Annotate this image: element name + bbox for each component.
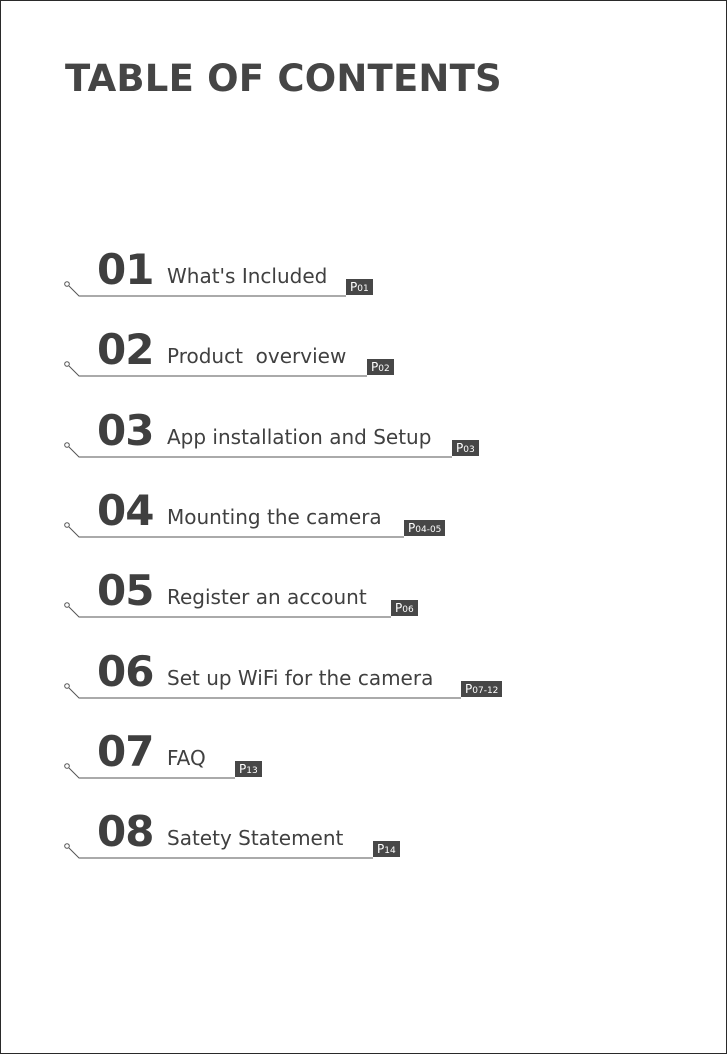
page-ref-number: 04-05: [415, 525, 442, 535]
toc-entry-number: 07: [97, 727, 154, 776]
toc-entry-05[interactable]: [1, 566, 726, 649]
toc-entry-label: Set up WiFi for the camera: [167, 666, 434, 690]
page-ref-number: 06: [402, 605, 414, 615]
toc-entry-08[interactable]: [1, 807, 726, 890]
toc-entry-label: Product overview: [167, 344, 347, 368]
page-ref-number: 07-12: [472, 686, 499, 696]
connector-node: [65, 523, 70, 528]
toc-entry-number: 08: [97, 807, 154, 856]
connector-node: [65, 443, 70, 448]
toc-entry-label: Satety Statement: [167, 826, 344, 850]
connector-node: [65, 362, 70, 367]
page-ref-badge: [391, 600, 418, 616]
toc-entry-label: Mounting the camera: [167, 505, 382, 529]
page-ref-badge: [367, 359, 394, 375]
page-ref-badge: [373, 841, 400, 857]
toc-entry-label: FAQ: [167, 746, 206, 770]
toc-entry-number: 03: [97, 406, 154, 455]
toc-entry-03[interactable]: [1, 406, 726, 489]
toc-entry-06[interactable]: [1, 647, 726, 730]
toc-entry-number: 01: [97, 245, 154, 294]
toc-entry-04[interactable]: [1, 486, 726, 569]
page-ref-number: 02: [378, 364, 390, 374]
toc-list: [1, 1, 726, 1053]
page-title: TABLE OF CONTENTS: [65, 57, 502, 100]
page-ref-prefix: P: [377, 842, 385, 856]
toc-entry-02[interactable]: [1, 325, 726, 408]
toc-entry-label: App installation and Setup: [167, 425, 432, 449]
page-ref-prefix: P: [350, 280, 358, 294]
page-ref-prefix: P: [456, 441, 464, 455]
toc-entry-number: 04: [97, 486, 154, 535]
toc-entry-number: 06: [97, 647, 154, 696]
page-ref-badge: [235, 761, 262, 777]
toc-entry-label: Register an account: [167, 585, 367, 609]
page-ref-prefix: P: [408, 521, 416, 535]
connector-node: [65, 764, 70, 769]
page-ref-number: 14: [384, 846, 396, 856]
toc-entry-07[interactable]: [1, 727, 726, 810]
page-ref-number: 03: [463, 445, 475, 455]
page-ref-badge: [452, 440, 479, 456]
page-ref-number: 01: [357, 284, 369, 294]
connector-node: [65, 844, 70, 849]
connector-node: [65, 603, 70, 608]
toc-entry-01[interactable]: [1, 245, 726, 328]
toc-entry-label: What's Included: [167, 264, 328, 288]
toc-entry-number: 05: [97, 566, 154, 615]
page-ref-prefix: P: [239, 762, 247, 776]
page-ref-badge: [461, 681, 502, 697]
page-ref-badge: [346, 279, 373, 295]
page-ref-number: 13: [246, 766, 258, 776]
connector-node: [65, 282, 70, 287]
page-ref-prefix: P: [395, 601, 403, 615]
connector-node: [65, 684, 70, 689]
page-ref-badge: [404, 520, 445, 536]
page-ref-prefix: P: [465, 682, 473, 696]
toc-entry-number: 02: [97, 325, 154, 374]
page-ref-prefix: P: [371, 360, 379, 374]
